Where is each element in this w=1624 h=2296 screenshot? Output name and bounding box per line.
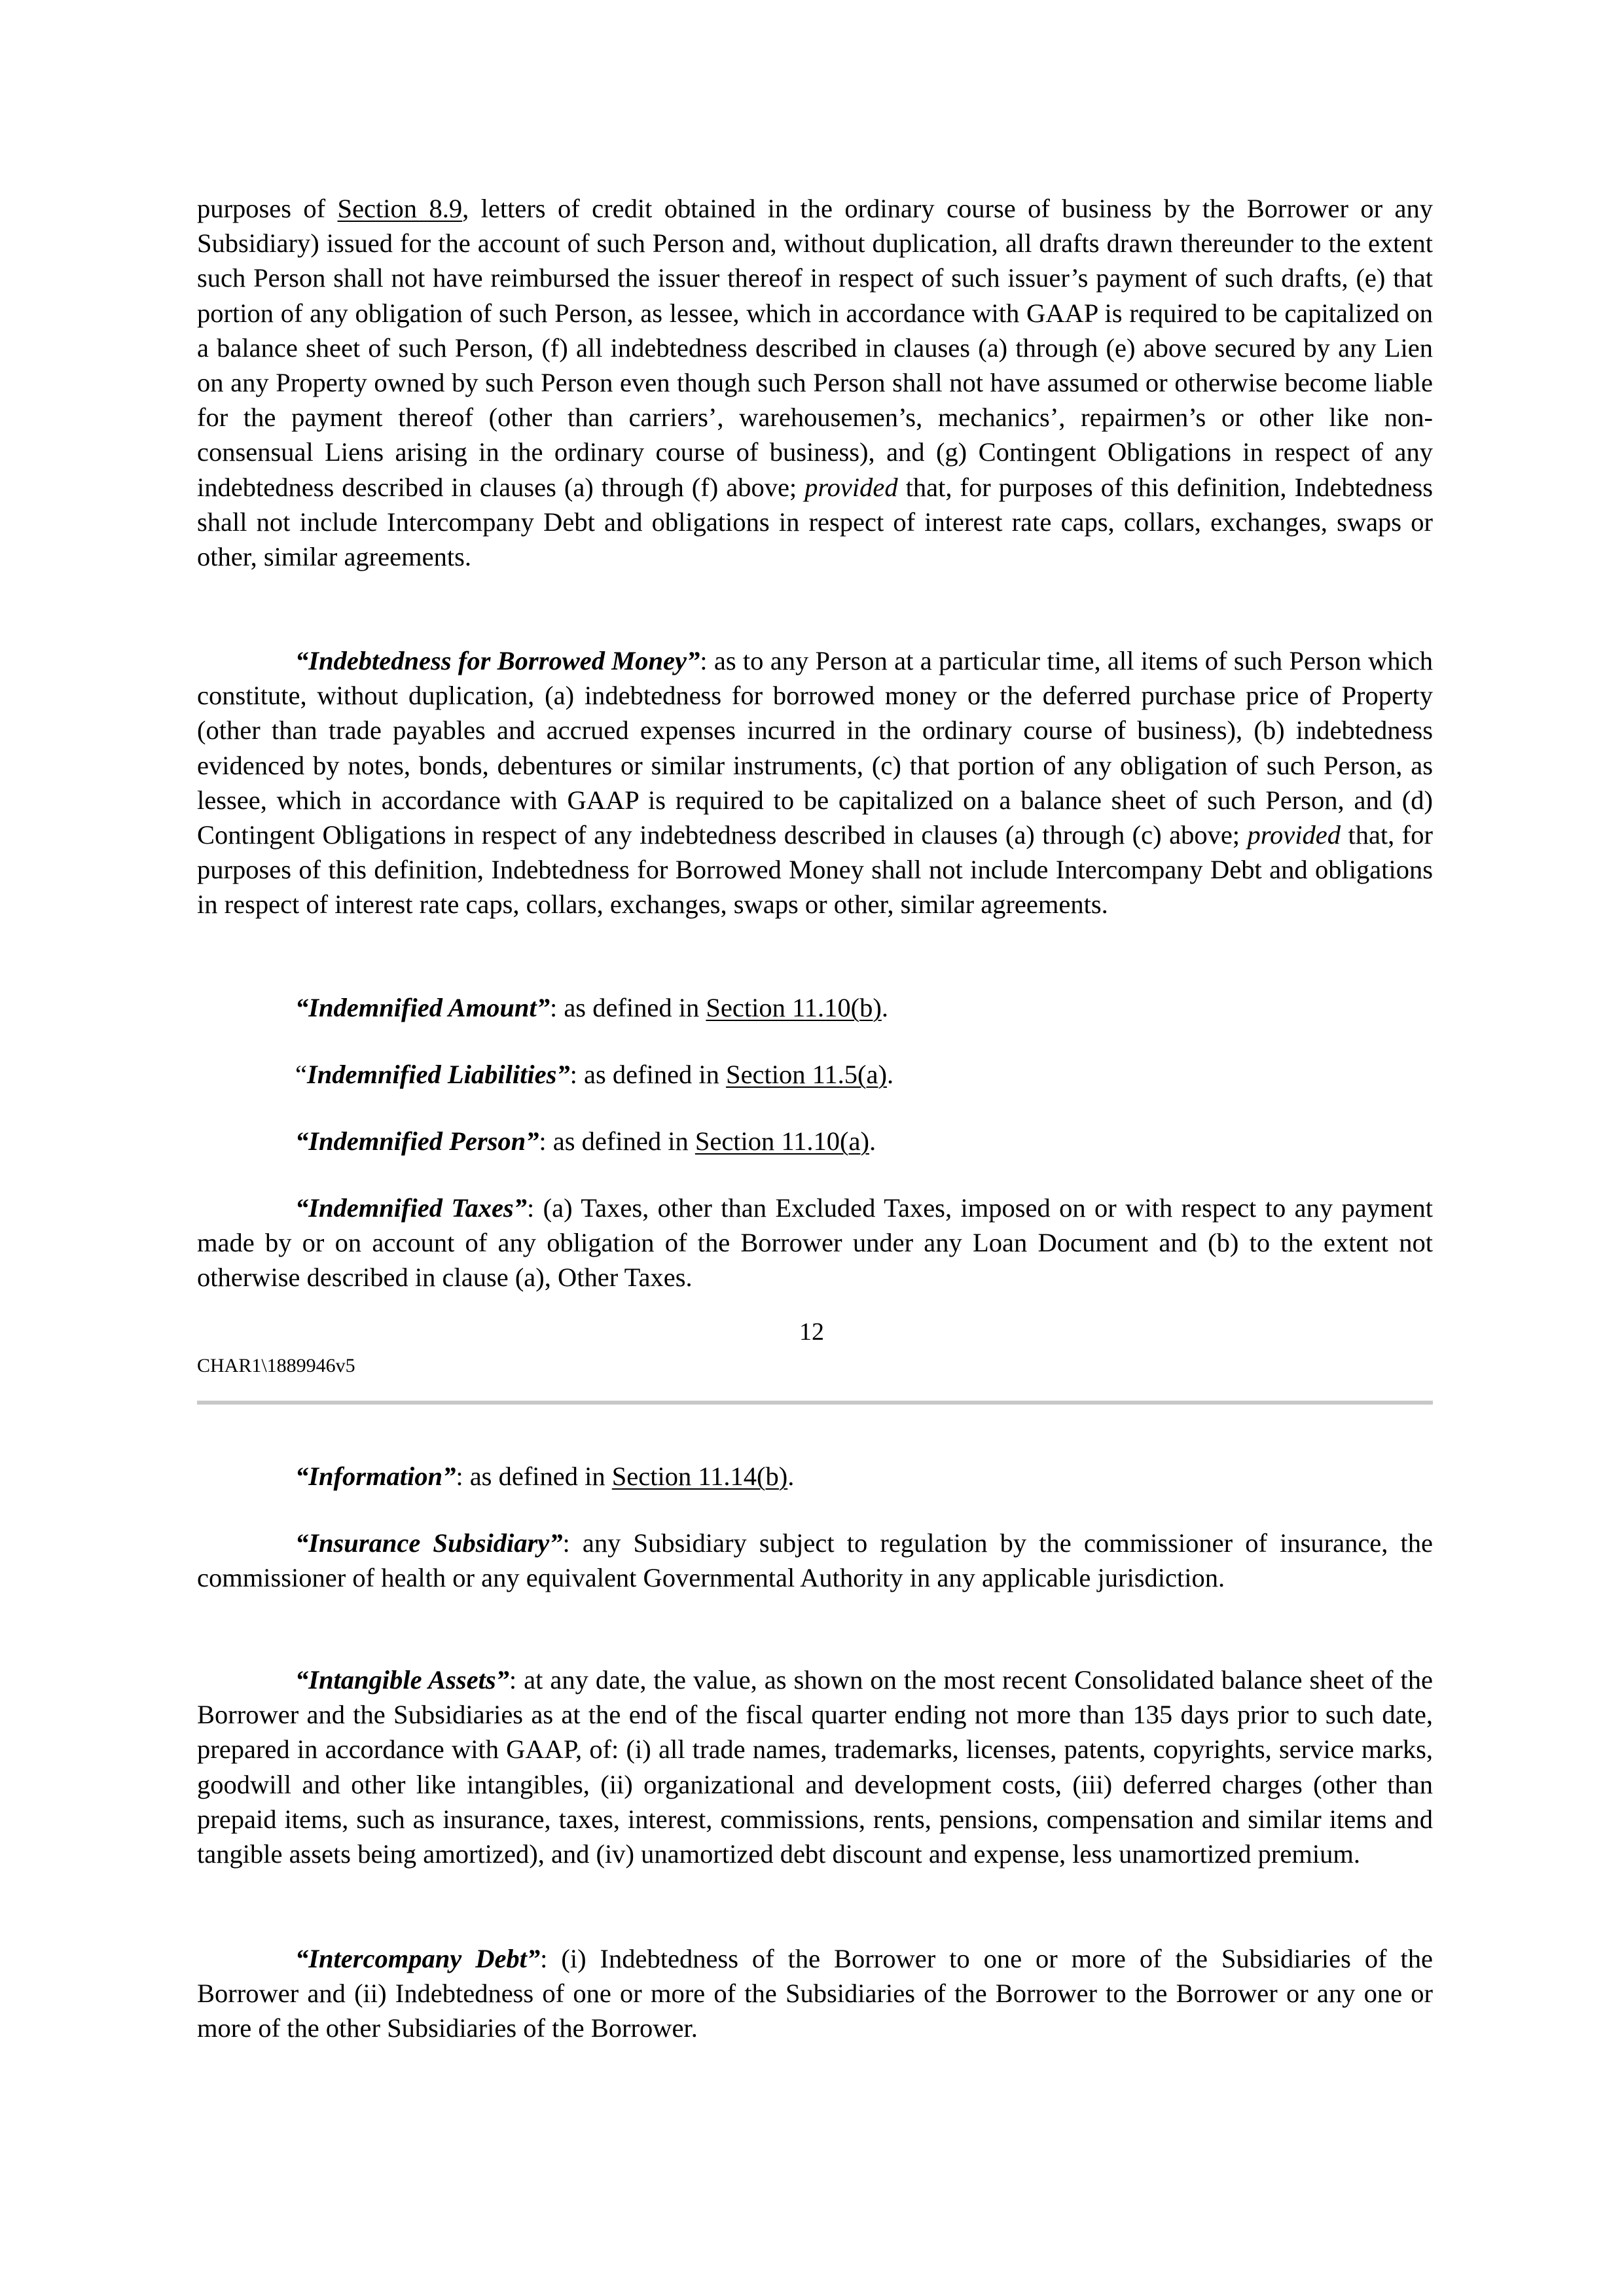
defined-term: Indemnified Liabilities”	[306, 1060, 570, 1089]
defined-term: “Indemnified Person”	[295, 1126, 539, 1156]
defined-term: “Indebtedness for Borrowed Money”	[295, 646, 700, 675]
text-run: : as defined in	[569, 1060, 727, 1089]
definition-indemnified-person	[295, 1124, 876, 1158]
text-run: .	[886, 1060, 894, 1089]
text-run: : any Subsidiary subject to regulation by the commissioner of insurance, the commissioner of health or any equivalent Governmental Authority in any applicable jurisdiction.	[197, 1528, 1434, 1593]
provided-emphasis: provided	[804, 472, 898, 502]
continued-definition-paragraph	[197, 191, 1433, 574]
text-run: , letters of credit obtained in the ordinary course of business by the Borrower or any Subsidiary) issued for the account of such Person and, without duplication, all drafts drawn thereunder to the extent such Person shall not have reimbursed the issuer thereof in respect of such issuer’s payment of such drafts, (e) that portion of any obligation of such Person, as lessee, which in accordance with GAAP is required to be capitalized on a balance sheet of such Person, (f) all indebtedness described in clauses (a) through (e) above secured by any Lien on any Property owned by such Person even though such Person shall not have assumed or otherwise become liable for the payment thereof (other than carriers’, warehousemen’s, mechanics’, repairmen’s or other like non-consensual Liens arising in the ordinary course of business), and (g) Contingent Obligations in respect of any indebtedness described in clauses (a) through (f) above;	[197, 194, 1433, 502]
definition-indebtedness-for-borrowed-money	[197, 643, 1433, 922]
defined-term: “Intercompany Debt”	[295, 1944, 541, 1973]
defined-term: “Insurance Subsidiary”	[295, 1528, 563, 1558]
text-run: .	[881, 993, 888, 1022]
definition-indemnified-liabilities	[295, 1057, 893, 1092]
provided-emphasis: provided	[1247, 820, 1341, 850]
section-reference-link[interactable]: Section 11.10(b)	[706, 993, 882, 1022]
text-run: that, for purposes of this definition, Indebtedness for Borrowed Money shall not include Intercompany Debt and obligations in respect of interest rate caps, collars, exchanges, swaps or other, similar agreements.	[197, 820, 1433, 920]
text-run: : as to any Person at a particular time, all items of such Person which constitute, without duplication, (a) indebtedness for borrowed money or the deferred purchase price of Property (other than trade payables and accrued expenses incurred in the ordinary course of business), (b) indebtedness evidenced by notes, bonds, debentures or similar instruments, (c) that portion of any obligation of such Person, as lessee, which in accordance with GAAP is required to be capitalized on a balance sheet of such Person, and (d) Contingent Obligations in respect of any indebtedness described in clauses (a) through (c) above;	[197, 646, 1433, 850]
section-reference-link[interactable]: Section 11.5(a)	[726, 1060, 887, 1089]
text-run: .	[787, 1462, 795, 1491]
text-run: : (i) Indebtedness of the Borrower to one or more of the Subsidiaries of the Borrower and (ii) Indebtedness of one or more of the Subsidiaries of the Borrower to the Borrower or any one or more of the other Subsidiaries of the Borrower.	[197, 1944, 1433, 2043]
open-quote: “	[295, 1060, 307, 1089]
definition-indemnified-amount	[295, 990, 888, 1025]
text-run: .	[869, 1126, 876, 1156]
text-run: : at any date, the value, as shown on the most recent Consolidated balance sheet of the Borrower and the Subsidiaries as at the end of the fiscal quarter ending not more than 135 days prior to such date, prepared in accordance with GAAP, of: (i) all trade names, trademarks, licenses, patents, copyrights, service marks, goodwill and other like intangibles, (ii) organizational and development costs, (iii) deferred charges (other than prepaid items, such as insurance, taxes, interest, commissions, rents, pensions, compensation and similar items and tangible assets being amortized), and (iv) unamortized debt discount and expense, less unamortized premium.	[197, 1665, 1433, 1869]
definition-intercompany-debt	[197, 1941, 1433, 2046]
text-run: purposes of	[197, 194, 338, 223]
document-id: CHAR1\1889946v5	[197, 1355, 355, 1376]
definition-insurance-subsidiary	[197, 1526, 1433, 1595]
text-run: : as defined in	[539, 1126, 695, 1156]
text-run: : as defined in	[549, 993, 706, 1022]
definition-indemnified-taxes	[197, 1191, 1433, 1295]
defined-term: “Indemnified Amount”	[295, 993, 550, 1022]
text-run: : as defined in	[456, 1462, 612, 1491]
definition-intangible-assets	[197, 1662, 1433, 1871]
definition-information	[295, 1459, 794, 1494]
section-reference-link[interactable]: Section 8.9	[337, 194, 463, 223]
page-number: 12	[799, 1318, 824, 1346]
defined-term: “Intangible Assets”	[295, 1665, 509, 1695]
page-break-divider	[197, 1401, 1433, 1405]
section-reference-link[interactable]: Section 11.14(b)	[611, 1462, 788, 1491]
text-run: : (a) Taxes, other than Excluded Taxes, imposed on or with respect to any payment made by or on account of any obligation of the Borrower under any Loan Document and (b) to the extent not otherwise described in clause (a), Other Taxes.	[197, 1193, 1433, 1293]
text-run: that, for purposes of this definition, Indebtedness shall not include Intercompany Debt and obligations in respect of interest rate caps, collars, exchanges, swaps or other, similar agreements.	[197, 472, 1433, 572]
section-reference-link[interactable]: Section 11.10(a)	[695, 1126, 870, 1156]
defined-term: “Information”	[295, 1462, 456, 1491]
defined-term: “Indemnified Taxes”	[295, 1193, 527, 1223]
